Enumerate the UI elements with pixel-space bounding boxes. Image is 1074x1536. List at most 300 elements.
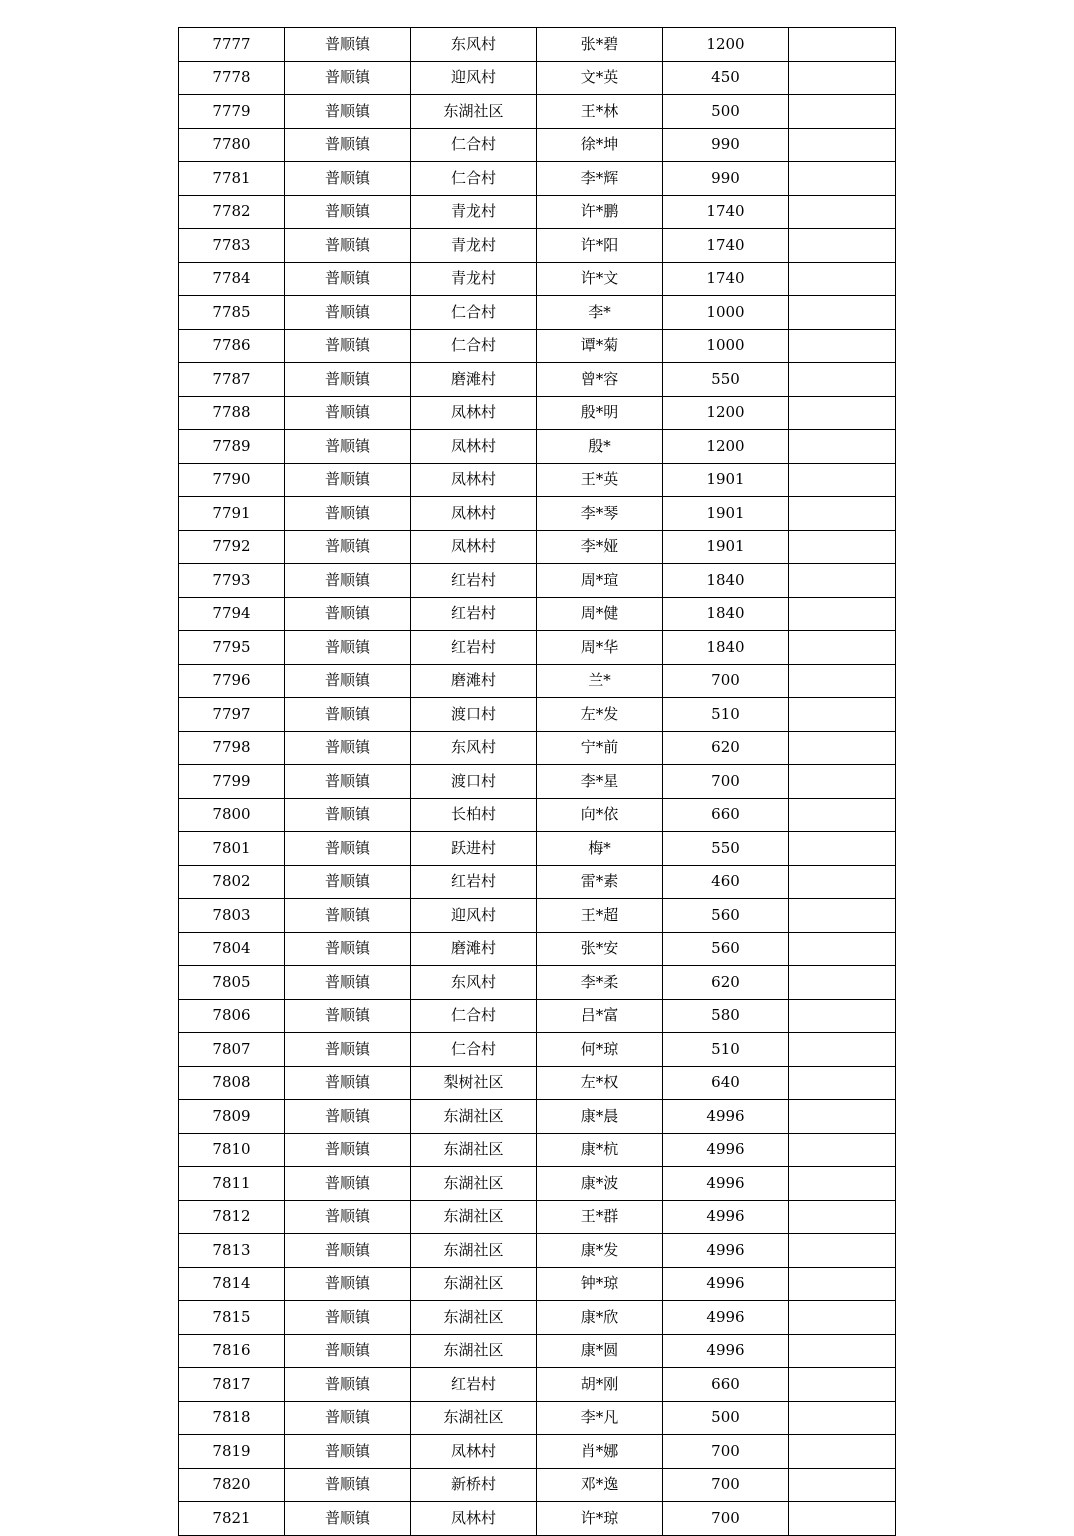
remark-cell (789, 128, 896, 162)
amount-cell: 460 (663, 865, 789, 899)
remark-cell (789, 1301, 896, 1335)
serial-number-cell: 7801 (179, 832, 285, 866)
serial-number-cell: 7782 (179, 195, 285, 229)
remark-cell (789, 28, 896, 62)
township-cell: 普顺镇 (285, 497, 411, 531)
name-cell: 何*琼 (537, 1033, 663, 1067)
remark-cell (789, 1100, 896, 1134)
amount-cell: 560 (663, 899, 789, 933)
amount-cell: 1000 (663, 329, 789, 363)
serial-number-cell: 7791 (179, 497, 285, 531)
village-cell: 磨滩村 (411, 932, 537, 966)
serial-number-cell: 7789 (179, 430, 285, 464)
remark-cell (789, 363, 896, 397)
serial-number-cell: 7818 (179, 1401, 285, 1435)
table-row (179, 1167, 896, 1201)
remark-cell (789, 329, 896, 363)
township-cell: 普顺镇 (285, 1435, 411, 1469)
amount-cell: 4996 (663, 1100, 789, 1134)
serial-number-cell: 7799 (179, 765, 285, 799)
serial-number-cell: 7796 (179, 664, 285, 698)
township-cell: 普顺镇 (285, 329, 411, 363)
remark-cell (789, 430, 896, 464)
amount-cell: 560 (663, 932, 789, 966)
township-cell: 普顺镇 (285, 1167, 411, 1201)
amount-cell: 1000 (663, 296, 789, 330)
township-cell: 普顺镇 (285, 363, 411, 397)
township-cell: 普顺镇 (285, 128, 411, 162)
name-cell: 李*辉 (537, 162, 663, 196)
table-row (179, 1234, 896, 1268)
amount-cell: 4996 (663, 1301, 789, 1335)
remark-cell (789, 229, 896, 263)
remark-cell (789, 1133, 896, 1167)
remark-cell (789, 497, 896, 531)
village-cell: 凤林村 (411, 1435, 537, 1469)
table-row (179, 61, 896, 95)
serial-number-cell: 7780 (179, 128, 285, 162)
remark-cell (789, 1435, 896, 1469)
serial-number-cell: 7808 (179, 1066, 285, 1100)
township-cell: 普顺镇 (285, 564, 411, 598)
township-cell: 普顺镇 (285, 1066, 411, 1100)
amount-cell: 700 (663, 1435, 789, 1469)
serial-number-cell: 7802 (179, 865, 285, 899)
village-cell: 凤林村 (411, 497, 537, 531)
remark-cell (789, 530, 896, 564)
remark-cell (789, 61, 896, 95)
name-cell: 殷* (537, 430, 663, 464)
name-cell: 康*晨 (537, 1100, 663, 1134)
amount-cell: 4996 (663, 1267, 789, 1301)
amount-cell: 1740 (663, 262, 789, 296)
village-cell: 东风村 (411, 966, 537, 1000)
table-row (179, 1200, 896, 1234)
serial-number-cell: 7817 (179, 1368, 285, 1402)
village-cell: 红岩村 (411, 865, 537, 899)
name-cell: 文*英 (537, 61, 663, 95)
name-cell: 许*琼 (537, 1502, 663, 1536)
amount-cell: 660 (663, 1368, 789, 1402)
name-cell: 钟*琼 (537, 1267, 663, 1301)
remark-cell (789, 765, 896, 799)
amount-cell: 1901 (663, 497, 789, 531)
township-cell: 普顺镇 (285, 999, 411, 1033)
township-cell: 普顺镇 (285, 1401, 411, 1435)
amount-cell: 510 (663, 698, 789, 732)
table-row (179, 698, 896, 732)
remark-cell (789, 1066, 896, 1100)
amount-cell: 4996 (663, 1133, 789, 1167)
serial-number-cell: 7797 (179, 698, 285, 732)
serial-number-cell: 7784 (179, 262, 285, 296)
township-cell: 普顺镇 (285, 664, 411, 698)
remark-cell (789, 1267, 896, 1301)
name-cell: 许*阳 (537, 229, 663, 263)
serial-number-cell: 7794 (179, 597, 285, 631)
table-row (179, 899, 896, 933)
name-cell: 谭*菊 (537, 329, 663, 363)
township-cell: 普顺镇 (285, 61, 411, 95)
table-row (179, 765, 896, 799)
name-cell: 王*超 (537, 899, 663, 933)
name-cell: 李*凡 (537, 1401, 663, 1435)
township-cell: 普顺镇 (285, 932, 411, 966)
village-cell: 凤林村 (411, 1502, 537, 1536)
table-row (179, 95, 896, 129)
table-row (179, 1502, 896, 1536)
remark-cell (789, 966, 896, 1000)
amount-cell: 1200 (663, 28, 789, 62)
village-cell: 东湖社区 (411, 1133, 537, 1167)
village-cell: 凤林村 (411, 463, 537, 497)
township-cell: 普顺镇 (285, 530, 411, 564)
name-cell: 李* (537, 296, 663, 330)
village-cell: 渡口村 (411, 698, 537, 732)
name-cell: 张*安 (537, 932, 663, 966)
table-row (179, 1133, 896, 1167)
table-row (179, 932, 896, 966)
name-cell: 李*星 (537, 765, 663, 799)
name-cell: 康*发 (537, 1234, 663, 1268)
remark-cell (789, 1200, 896, 1234)
table-row (179, 564, 896, 598)
village-cell: 青龙村 (411, 195, 537, 229)
name-cell: 向*依 (537, 798, 663, 832)
village-cell: 青龙村 (411, 229, 537, 263)
village-cell: 红岩村 (411, 597, 537, 631)
village-cell: 红岩村 (411, 631, 537, 665)
village-cell: 梨树社区 (411, 1066, 537, 1100)
township-cell: 普顺镇 (285, 1301, 411, 1335)
serial-number-cell: 7783 (179, 229, 285, 263)
township-cell: 普顺镇 (285, 597, 411, 631)
name-cell: 许*鹏 (537, 195, 663, 229)
table-row (179, 999, 896, 1033)
remark-cell (789, 597, 896, 631)
name-cell: 殷*明 (537, 396, 663, 430)
village-cell: 仁合村 (411, 329, 537, 363)
serial-number-cell: 7820 (179, 1468, 285, 1502)
table-row (179, 162, 896, 196)
name-cell: 吕*富 (537, 999, 663, 1033)
remark-cell (789, 1033, 896, 1067)
name-cell: 许*文 (537, 262, 663, 296)
amount-cell: 640 (663, 1066, 789, 1100)
township-cell: 普顺镇 (285, 832, 411, 866)
name-cell: 周*瑄 (537, 564, 663, 598)
name-cell: 宁*前 (537, 731, 663, 765)
serial-number-cell: 7819 (179, 1435, 285, 1469)
roster-table-body (179, 28, 896, 1536)
remark-cell (789, 932, 896, 966)
remark-cell (789, 396, 896, 430)
township-cell: 普顺镇 (285, 262, 411, 296)
name-cell: 肖*娜 (537, 1435, 663, 1469)
name-cell: 康*波 (537, 1167, 663, 1201)
remark-cell (789, 296, 896, 330)
township-cell: 普顺镇 (285, 28, 411, 62)
village-cell: 东湖社区 (411, 1401, 537, 1435)
serial-number-cell: 7813 (179, 1234, 285, 1268)
amount-cell: 1901 (663, 530, 789, 564)
township-cell: 普顺镇 (285, 1033, 411, 1067)
village-cell: 东风村 (411, 28, 537, 62)
village-cell: 仁合村 (411, 296, 537, 330)
name-cell: 雷*素 (537, 865, 663, 899)
name-cell: 左*权 (537, 1066, 663, 1100)
township-cell: 普顺镇 (285, 1368, 411, 1402)
name-cell: 康*杭 (537, 1133, 663, 1167)
remark-cell (789, 564, 896, 598)
name-cell: 徐*坤 (537, 128, 663, 162)
serial-number-cell: 7779 (179, 95, 285, 129)
table-row (179, 195, 896, 229)
name-cell: 兰* (537, 664, 663, 698)
table-row (179, 1368, 896, 1402)
village-cell: 红岩村 (411, 1368, 537, 1402)
village-cell: 迎风村 (411, 61, 537, 95)
name-cell: 邓*逸 (537, 1468, 663, 1502)
name-cell: 王*林 (537, 95, 663, 129)
serial-number-cell: 7795 (179, 631, 285, 665)
township-cell: 普顺镇 (285, 1200, 411, 1234)
amount-cell: 510 (663, 1033, 789, 1067)
table-row (179, 463, 896, 497)
remark-cell (789, 698, 896, 732)
amount-cell: 1740 (663, 195, 789, 229)
remark-cell (789, 1401, 896, 1435)
amount-cell: 990 (663, 128, 789, 162)
table-row (179, 731, 896, 765)
name-cell: 胡*刚 (537, 1368, 663, 1402)
serial-number-cell: 7798 (179, 731, 285, 765)
township-cell: 普顺镇 (285, 966, 411, 1000)
serial-number-cell: 7785 (179, 296, 285, 330)
village-cell: 仁合村 (411, 162, 537, 196)
name-cell: 李*娅 (537, 530, 663, 564)
name-cell: 李*柔 (537, 966, 663, 1000)
remark-cell (789, 463, 896, 497)
township-cell: 普顺镇 (285, 631, 411, 665)
amount-cell: 580 (663, 999, 789, 1033)
village-cell: 东湖社区 (411, 1200, 537, 1234)
remark-cell (789, 832, 896, 866)
township-cell: 普顺镇 (285, 95, 411, 129)
table-row (179, 1301, 896, 1335)
remark-cell (789, 999, 896, 1033)
serial-number-cell: 7806 (179, 999, 285, 1033)
remark-cell (789, 95, 896, 129)
serial-number-cell: 7803 (179, 899, 285, 933)
remark-cell (789, 731, 896, 765)
name-cell: 左*发 (537, 698, 663, 732)
amount-cell: 1200 (663, 396, 789, 430)
name-cell: 李*琴 (537, 497, 663, 531)
serial-number-cell: 7793 (179, 564, 285, 598)
village-cell: 仁合村 (411, 1033, 537, 1067)
table-row (179, 1401, 896, 1435)
table-row (179, 396, 896, 430)
serial-number-cell: 7792 (179, 530, 285, 564)
name-cell: 张*碧 (537, 28, 663, 62)
village-cell: 东湖社区 (411, 1301, 537, 1335)
serial-number-cell: 7812 (179, 1200, 285, 1234)
township-cell: 普顺镇 (285, 899, 411, 933)
table-row (179, 497, 896, 531)
township-cell: 普顺镇 (285, 1234, 411, 1268)
table-row (179, 1267, 896, 1301)
remark-cell (789, 1167, 896, 1201)
township-cell: 普顺镇 (285, 1267, 411, 1301)
remark-cell (789, 195, 896, 229)
table-row (179, 296, 896, 330)
table-row (179, 229, 896, 263)
amount-cell: 660 (663, 798, 789, 832)
amount-cell: 4996 (663, 1334, 789, 1368)
name-cell: 周*华 (537, 631, 663, 665)
name-cell: 康*欣 (537, 1301, 663, 1335)
village-cell: 东风村 (411, 731, 537, 765)
township-cell: 普顺镇 (285, 731, 411, 765)
remark-cell (789, 162, 896, 196)
village-cell: 渡口村 (411, 765, 537, 799)
name-cell: 梅* (537, 832, 663, 866)
table-row (179, 664, 896, 698)
village-cell: 东湖社区 (411, 1167, 537, 1201)
township-cell: 普顺镇 (285, 229, 411, 263)
table-row (179, 1066, 896, 1100)
name-cell: 王*英 (537, 463, 663, 497)
township-cell: 普顺镇 (285, 1100, 411, 1134)
serial-number-cell: 7786 (179, 329, 285, 363)
village-cell: 迎风村 (411, 899, 537, 933)
table-row (179, 1435, 896, 1469)
village-cell: 凤林村 (411, 396, 537, 430)
remark-cell (789, 899, 896, 933)
table-row (179, 530, 896, 564)
township-cell: 普顺镇 (285, 698, 411, 732)
amount-cell: 1901 (663, 463, 789, 497)
table-row (179, 1100, 896, 1134)
township-cell: 普顺镇 (285, 865, 411, 899)
amount-cell: 550 (663, 832, 789, 866)
remark-cell (789, 1334, 896, 1368)
table-row (179, 865, 896, 899)
village-cell: 东湖社区 (411, 1334, 537, 1368)
remark-cell (789, 631, 896, 665)
remark-cell (789, 1502, 896, 1536)
township-cell: 普顺镇 (285, 1133, 411, 1167)
amount-cell: 1840 (663, 597, 789, 631)
table-row (179, 966, 896, 1000)
village-cell: 东湖社区 (411, 1267, 537, 1301)
village-cell: 凤林村 (411, 430, 537, 464)
village-cell: 青龙村 (411, 262, 537, 296)
township-cell: 普顺镇 (285, 463, 411, 497)
serial-number-cell: 7816 (179, 1334, 285, 1368)
township-cell: 普顺镇 (285, 162, 411, 196)
village-cell: 仁合村 (411, 999, 537, 1033)
serial-number-cell: 7788 (179, 396, 285, 430)
amount-cell: 550 (663, 363, 789, 397)
amount-cell: 4996 (663, 1234, 789, 1268)
village-cell: 东湖社区 (411, 1234, 537, 1268)
amount-cell: 990 (663, 162, 789, 196)
serial-number-cell: 7815 (179, 1301, 285, 1335)
amount-cell: 4996 (663, 1200, 789, 1234)
amount-cell: 700 (663, 1502, 789, 1536)
amount-cell: 620 (663, 966, 789, 1000)
amount-cell: 500 (663, 95, 789, 129)
remark-cell (789, 1468, 896, 1502)
amount-cell: 620 (663, 731, 789, 765)
remark-cell (789, 262, 896, 296)
table-row (179, 1468, 896, 1502)
village-cell: 长柏村 (411, 798, 537, 832)
amount-cell: 1200 (663, 430, 789, 464)
serial-number-cell: 7821 (179, 1502, 285, 1536)
serial-number-cell: 7804 (179, 932, 285, 966)
township-cell: 普顺镇 (285, 430, 411, 464)
village-cell: 东湖社区 (411, 95, 537, 129)
township-cell: 普顺镇 (285, 296, 411, 330)
remark-cell (789, 865, 896, 899)
table-row (179, 262, 896, 296)
serial-number-cell: 7814 (179, 1267, 285, 1301)
table-row (179, 28, 896, 62)
name-cell: 康*圆 (537, 1334, 663, 1368)
table-row (179, 430, 896, 464)
village-cell: 跃进村 (411, 832, 537, 866)
amount-cell: 1840 (663, 631, 789, 665)
amount-cell: 1840 (663, 564, 789, 598)
amount-cell: 450 (663, 61, 789, 95)
serial-number-cell: 7805 (179, 966, 285, 1000)
table-row (179, 1334, 896, 1368)
serial-number-cell: 7778 (179, 61, 285, 95)
serial-number-cell: 7800 (179, 798, 285, 832)
amount-cell: 700 (663, 1468, 789, 1502)
name-cell: 王*群 (537, 1200, 663, 1234)
village-cell: 磨滩村 (411, 363, 537, 397)
table-row (179, 832, 896, 866)
village-cell: 仁合村 (411, 128, 537, 162)
remark-cell (789, 798, 896, 832)
amount-cell: 500 (663, 1401, 789, 1435)
serial-number-cell: 7787 (179, 363, 285, 397)
village-cell: 红岩村 (411, 564, 537, 598)
township-cell: 普顺镇 (285, 396, 411, 430)
township-cell: 普顺镇 (285, 195, 411, 229)
serial-number-cell: 7777 (179, 28, 285, 62)
serial-number-cell: 7790 (179, 463, 285, 497)
table-row (179, 631, 896, 665)
amount-cell: 700 (663, 765, 789, 799)
township-cell: 普顺镇 (285, 798, 411, 832)
amount-cell: 700 (663, 664, 789, 698)
remark-cell (789, 664, 896, 698)
remark-cell (789, 1368, 896, 1402)
table-row (179, 128, 896, 162)
table-row (179, 363, 896, 397)
table-row (179, 329, 896, 363)
table-row (179, 798, 896, 832)
remark-cell (789, 1234, 896, 1268)
township-cell: 普顺镇 (285, 765, 411, 799)
township-cell: 普顺镇 (285, 1468, 411, 1502)
serial-number-cell: 7809 (179, 1100, 285, 1134)
